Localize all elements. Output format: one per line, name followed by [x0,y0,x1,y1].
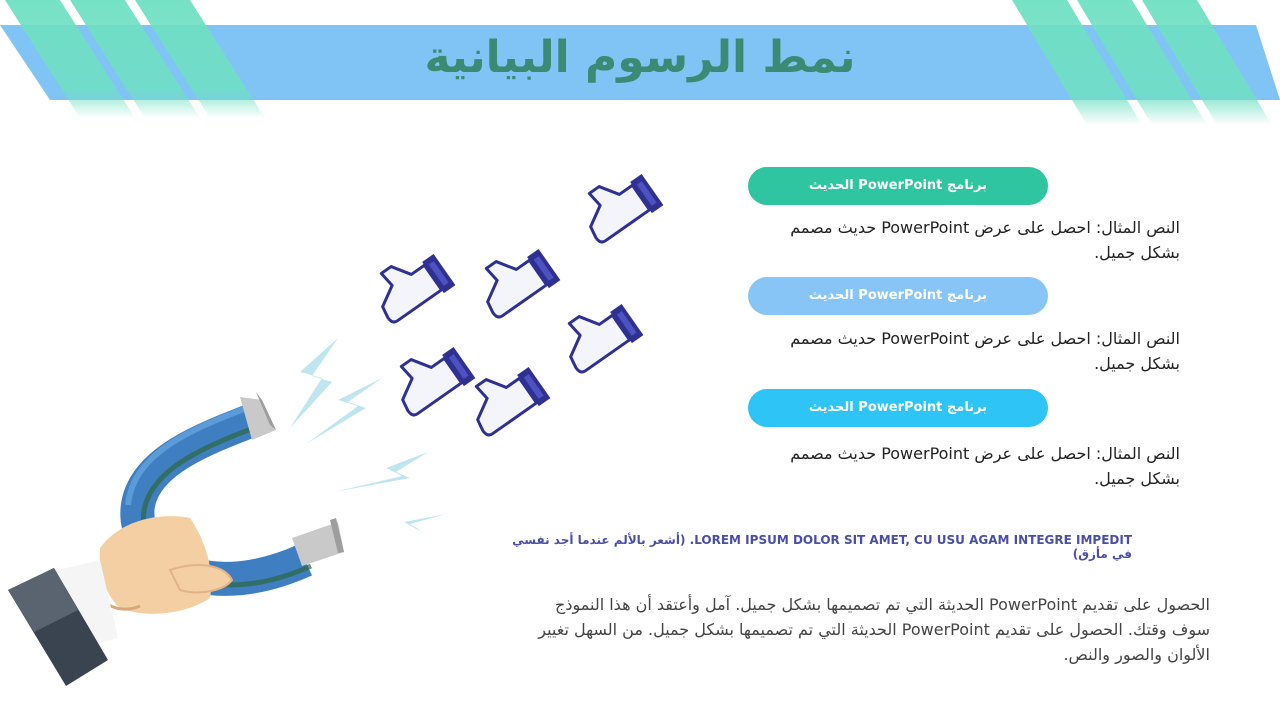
item-1-label: برنامج PowerPoint الحديث [748,167,1048,205]
item-3-label: برنامج PowerPoint الحديث [748,389,1048,427]
slide-title: نمط الرسوم البيانية [424,32,856,83]
thumbs-up-icon [365,162,663,440]
item-1-text: النص المثال: احصل على عرض PowerPoint حديث مصمم بشكل جميل. [790,218,1180,262]
left-stripes [5,0,265,118]
description-paragraph: الحصول على تقديم PowerPoint الحديثة التي تم تصميمها بشكل جميل. آمل وأعتقد أن هذا النموذج سوف وقتك. الحصول على تقديم PowerPoint الحديثة التي تم تصميمها بشكل جميل. من السهل تغيير الألوان والصور والنص. [538,595,1210,664]
lorem-caption: LOREM IPSUM DOLOR SIT AMET, CU USU AGAM INTEGRE IMPEDIT. (أشعر بالألم عندما أجد نفسي في مأزق) [512,533,1132,561]
item-2-text: النص المثال: احصل على عرض PowerPoint حديث مصمم بشكل جميل. [790,329,1180,373]
hand-icon [8,516,232,686]
item-3-text: النص المثال: احصل على عرض PowerPoint حديث مصمم بشكل جميل. [790,444,1180,488]
item-2-label: برنامج PowerPoint الحديث [748,277,1048,315]
right-stripes [1012,0,1272,125]
